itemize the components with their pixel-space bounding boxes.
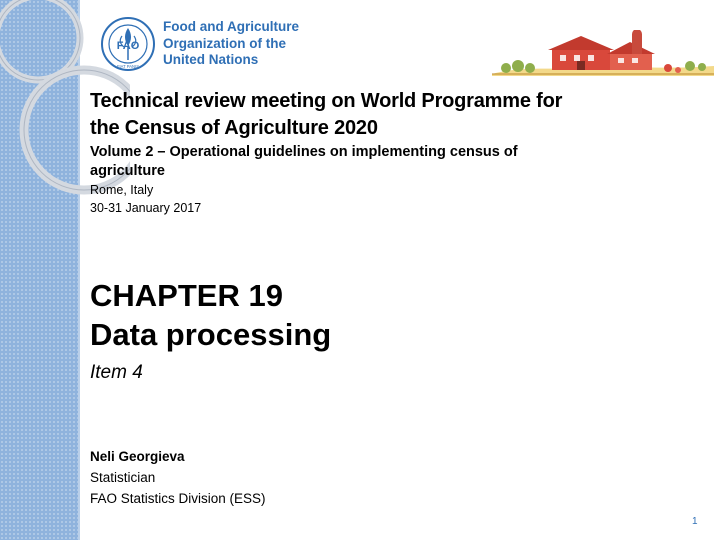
presenter-name: Neli Georgieva [90,449,185,464]
fao-logo-letters: FAO [116,40,140,52]
meeting-title [90,88,690,142]
fao-logo-icon [100,16,156,72]
farm-illustration-icon [490,30,716,78]
volume-title-line-1: Volume 2 – Operational guidelines on implementing census of [90,144,518,160]
organization-name [163,19,343,69]
fao-logo-motto: FIAT PANIS [116,64,140,69]
presenter-block [90,447,266,509]
meeting-info [90,88,690,217]
volume-title-line-2: agriculture [90,163,165,179]
presenter-role: Statistician [90,470,156,485]
meeting-title-line-2: the Census of Agriculture 2020 [90,117,378,139]
org-name-line-1: Food and Agriculture [163,19,299,34]
meeting-title-line-1: Technical review meeting on World Programme for [90,90,563,112]
agenda-item: Item 4 [90,362,143,383]
chapter-number: CHAPTER 19 [90,278,283,313]
meeting-dates: 30-31 January 2017 [90,201,202,215]
org-name-line-3: United Nations [163,52,259,67]
volume-title [90,143,690,181]
org-name-line-2: Organization of the [163,35,286,51]
chapter-title: Data processing [90,317,332,352]
page-number: 1 [692,516,698,527]
presenter-division: FAO Statistics Division (ESS) [90,491,266,506]
meeting-location: Rome, Italy [90,183,154,197]
